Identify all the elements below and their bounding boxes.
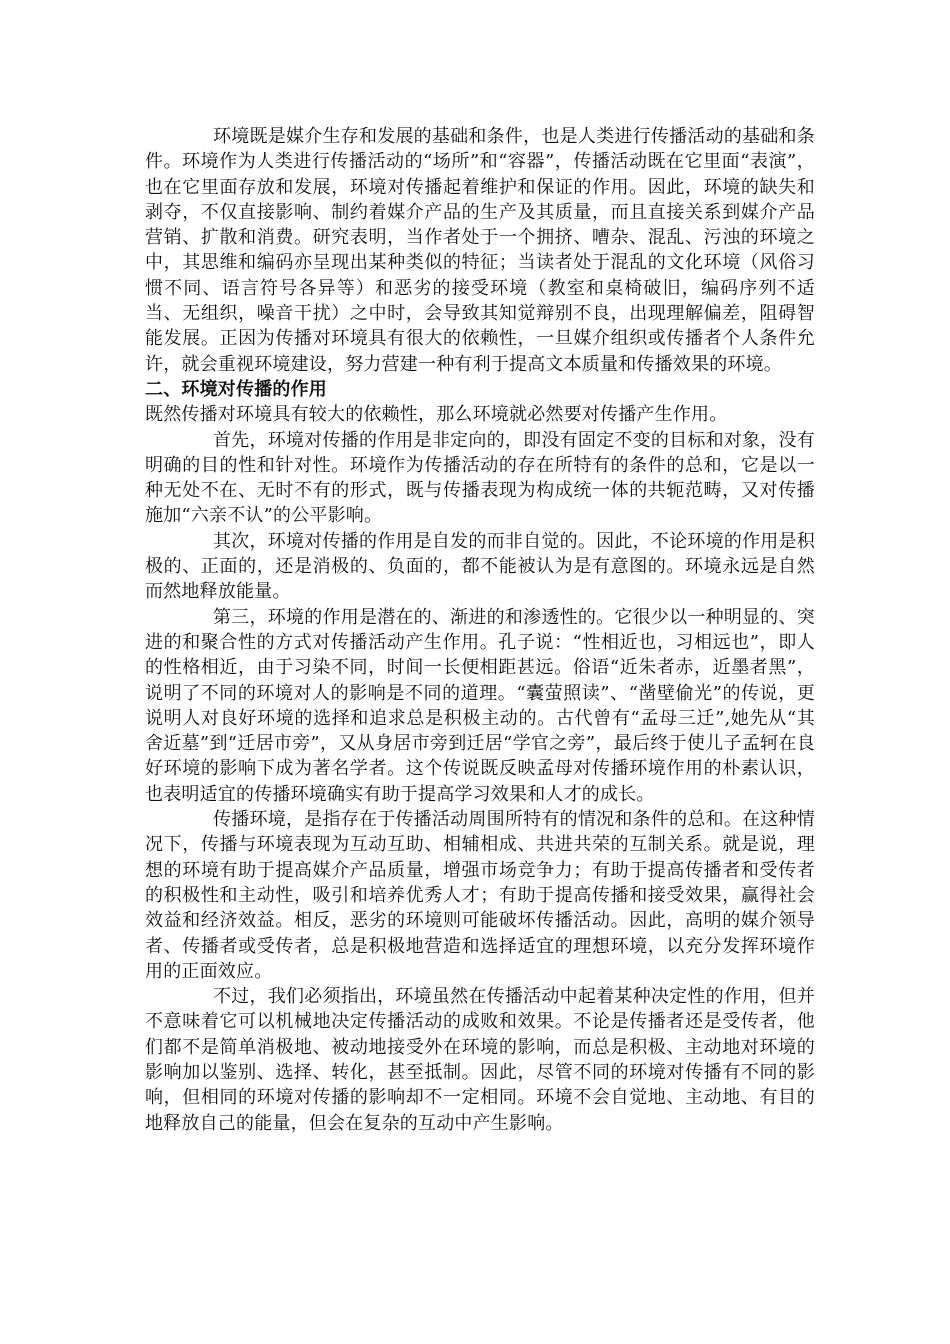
paragraph-first: 首先，环境对传播的作用是非定向的，即没有固定不变的目标和对象，没有明确的目的性和针对性。环境作为传播活动的存在所特有的条件的总和，它是以一种无处不在、无时不有的形式，既与传播表现为构成统一体的共轭范畴，又对传播施加“六亲不认”的公平影响。 [145,429,815,527]
section-heading: 二、环境对传播的作用 [145,378,327,400]
paragraph-communication-environment: 传播环境，是指存在于传播活动周围所特有的情况和条件的总和。在这种情况下，传播与环境表现为互动互助、相辅相成、共进共荣的互制关系。就是说，理想的环境有助于提高媒介产品质量，增强市场竞争力；有助于提高传播者和受传者的积极性和主动性，吸引和培养优秀人才；有助于提高传播和接受效果，赢得社会效益和经济效益。相反，恶劣的环境则可能破坏传播活动。因此，高明的媒介领导者、传播者或受传者，总是积极地营造和选择适宜的理想环境，以充分发挥环境作用的正面效应。 [145,809,815,982]
paragraph-second: 其次，环境对传播的作用是自发的而非自觉的。因此，不论环境的作用是积极的、正面的，还是消极的、负面的，都不能被认为是有意图的。环境永远是自然而然地释放能量。 [145,530,815,603]
paragraph-environment-foundation: 环境既是媒介生存和发展的基础和条件，也是人类进行传播活动的基础和条件。环境作为人类进行传播活动的“场所”和“容器”，传播活动既在它里面“表演”，也在它里面存放和发展，环境对传播起着维护和保证的作用。因此，环境的缺失和剥夺，不仅直接影响、制约着媒介产品的生产及其质量，而且直接关系到媒介产品营销、扩散和消费。研究表明，当作者处于一个拥挤、嘈杂、混乱、污浊的环境之中，其思维和编码亦呈现出某种类似的特征；当读者处于混乱的文化环境（风俗习惯不同、语言符号各异等）和恶劣的接受环境（教室和桌椅破旧，编码序列不适当、无组织，噪音干扰）之中时，会导致其知觉辩别不良，出现理解偏差，阻碍智能发展。正因为传播对环境具有很大的依赖性，一旦媒介组织或传播者个人条件允许，就会重视环境建设，努力营建一种有利于提高文本质量和传播效果的环境。 [145,126,815,375]
paragraph-however: 不过，我们必须指出，环境虽然在传播活动中起着某种决定性的作用，但并不意味着它可以机械地决定传播活动的成败和效果。不论是传播者还是受传者，他们都不是简单消极地、被动地接受外在环境的影响，而总是积极、主动地对环境的影响加以鉴别、选择、转化，甚至抵制。因此，尽管不同的环境对传播有不同的影响，但相同的环境对传播的影响却不一定相同。环境不会自觉地、主动地、有目的地释放自己的能量，但会在复杂的互动中产生影响。 [145,986,815,1134]
paragraph-third: 第三，环境的作用是潜在的、渐进的和渗透性的。它很少以一种明显的、突进的和聚合性的方式对传播活动产生作用。孔子说：“性相近也，习相远也”，即人的性格相近，由于习染不同，时间一长便相距甚远。俗语“近朱者赤，近墨者黑”，说明了不同的环境对人的影响是不同的道理。“囊萤照读”、“凿壁偷光”的传说，更说明人对良好环境的选择和追求总是积极主动的。古代曾有“孟母三迁”,她先从“其舍近墓”到“迁居市旁”，又从身居市旁到迁居“学官之旁”，最后终于使儿子孟轲在良好环境的影响下成为著名学者。这个传说既反映孟母对传播环境作用的朴素认识，也表明适宜的传播环境确实有助于提高学习效果和人才的成长。 [145,606,815,805]
document-body [145,124,815,1136]
section-intro: 既然传播对环境具有较大的依赖性，那么环境就必然要对传播产生作用。 [145,404,728,426]
